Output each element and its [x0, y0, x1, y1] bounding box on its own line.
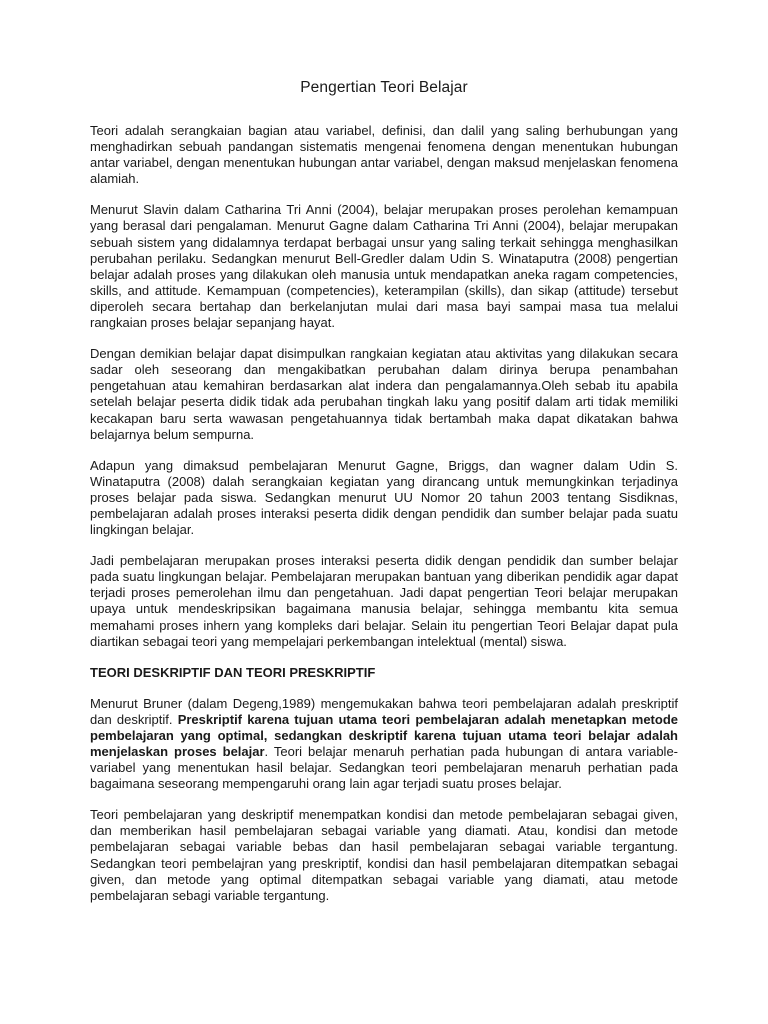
- paragraph-pengertian-belajar: Menurut Slavin dalam Catharina Tri Anni (2004), belajar merupakan proses perolehan kemampuan yang berasal dari pengalaman. Menurut Gagne dalam Catharina Tri Anni (2004), belajar merupakan sebuah sistem yang didalamnya terdapat berbagai unsur yang saling terkait sehingga menghasilkan perubahan perilaku. Sedangkan menurut Bell-Gredler dalam Udin S. Winataputra (2008) pengertian belajar adalah proses yang dilakukan oleh manusia untuk mendapatkan aneka ragam competencies, skills, and attitude. Kemampuan (competencies), keterampilan (skills), dan sikap (attitude) tersebut diperoleh secara bertahap dan berkelanjutan mulai dari masa bayi sampai masa tua melalui rangkaian proses belajar sepanjang hayat.: [90, 202, 678, 331]
- paragraph-teori-deskriptif: Teori pembelajaran yang deskriptif menempatkan kondisi dan metode pembelajaran sebagai given, dan memberikan hasil pembelajaran sebagai variable yang diamati. Atau, kondisi dan metode pembelajaran sebagai variable bebas dan hasil pembelajaran sebagai variable tergantung. Sedangkan teori pembelajran yang preskriptif, kondisi dan hasil pembelajaran ditempatkan sebagai given, dan metode yang optimal ditempatkan sebagai variable yang diamati, atau metode pembelajaran sebagi variable tergantung.: [90, 807, 678, 903]
- paragraph-kesimpulan-belajar: Dengan demikian belajar dapat disimpulkan rangkaian kegiatan atau aktivitas yang dilakukan secara sadar oleh seseorang dan mengakibatkan perubahan dalam dirinya berupa penambahan pengetahuan atau kemahiran berdasarkan alat indera dan pengalamannya.Oleh sebab itu apabila setelah belajar peserta didik tidak ada perubahan tingkah laku yang positif dalam arti tidak memiliki kecakapan baru serta wawasan pengetahuannya tidak bertambah maka dapat dikatakan bahwa belajarnya belum sempurna.: [90, 346, 678, 442]
- paragraph-definition-teori: Teori adalah serangkaian bagian atau variabel, definisi, dan dalil yang saling berhubungan yang menghadirkan sebuah pandangan sistematis mengenai fenomena dengan menentukan hubungan antar variabel, dengan menentukan hubungan antar variabel, dengan maksud menjelaskan fenomena alamiah.: [90, 123, 678, 187]
- paragraph-bruner-intro: Menurut Bruner (dalam Degeng,1989) mengemukakan bahwa teori pembelajaran adalah preskriptif dan deskriptif.: [90, 695, 678, 727]
- section-heading: TEORI DESKRIPTIF DAN TEORI PRESKRIPTIF: [90, 664, 376, 680]
- paragraph-teori-belajar-summary: Jadi pembelajaran merupakan proses interaksi peserta didik dengan pendidik dan sumber belajar pada suatu lingkungan belajar. Pembelajaran merupakan bantuan yang diberikan pendidik agar dapat terjadi proses pemerolehan ilmu dan pengetahuan. Jadi dapat pengertian Teori belajar merupakan upaya untuk mendeskripsikan bagaimana manusia belajar, sehingga membantu kita semua memahami proses inhern yang kompleks dari belajar. Selain itu pengertian Teori Belajar dapat pula diartikan sebagai teori yang mempelajari perkembangan intelektual (mental) siswa.: [90, 553, 678, 649]
- paragraph-pengertian-pembelajaran: Adapun yang dimaksud pembelajaran Menurut Gagne, Briggs, dan wagner dalam Udin S. Winataputra (2008) dalah serangkaian kegiatan yang dirancang untuk memungkinkan terjadinya proses belajar pada siswa. Sedangkan menurut UU Nomor 20 tahun 2003 tentang Sisdiknas, pembelajaran adalah proses interaksi peserta didik dengan pendidik dan sumber belajar pada suatu lingkingan belajar.: [90, 457, 678, 538]
- document-title: Pengertian Teori Belajar: [300, 79, 468, 96]
- paragraph-bruner-rest: . Teori belajar menaruh perhatian pada hubungan di antara variable-variabel yang menentukan hasil belajar. Sedangkan teori pembelajaran menaruh perhatian pada bagaimana seseorang mempengaruhi orang lain agar terjadi suatu proses belajar.: [90, 744, 679, 792]
- paragraph-bruner: [90, 696, 678, 793]
- paragraph-bruner-bold-text: Preskriptif karena tujuan utama teori pembelajaran adalah menetapkan metode pembelajaran yang optimal, sedangkan deskriptif karena tujuan utama teori belajar adalah menjelaskan proses belajar: [90, 711, 678, 759]
